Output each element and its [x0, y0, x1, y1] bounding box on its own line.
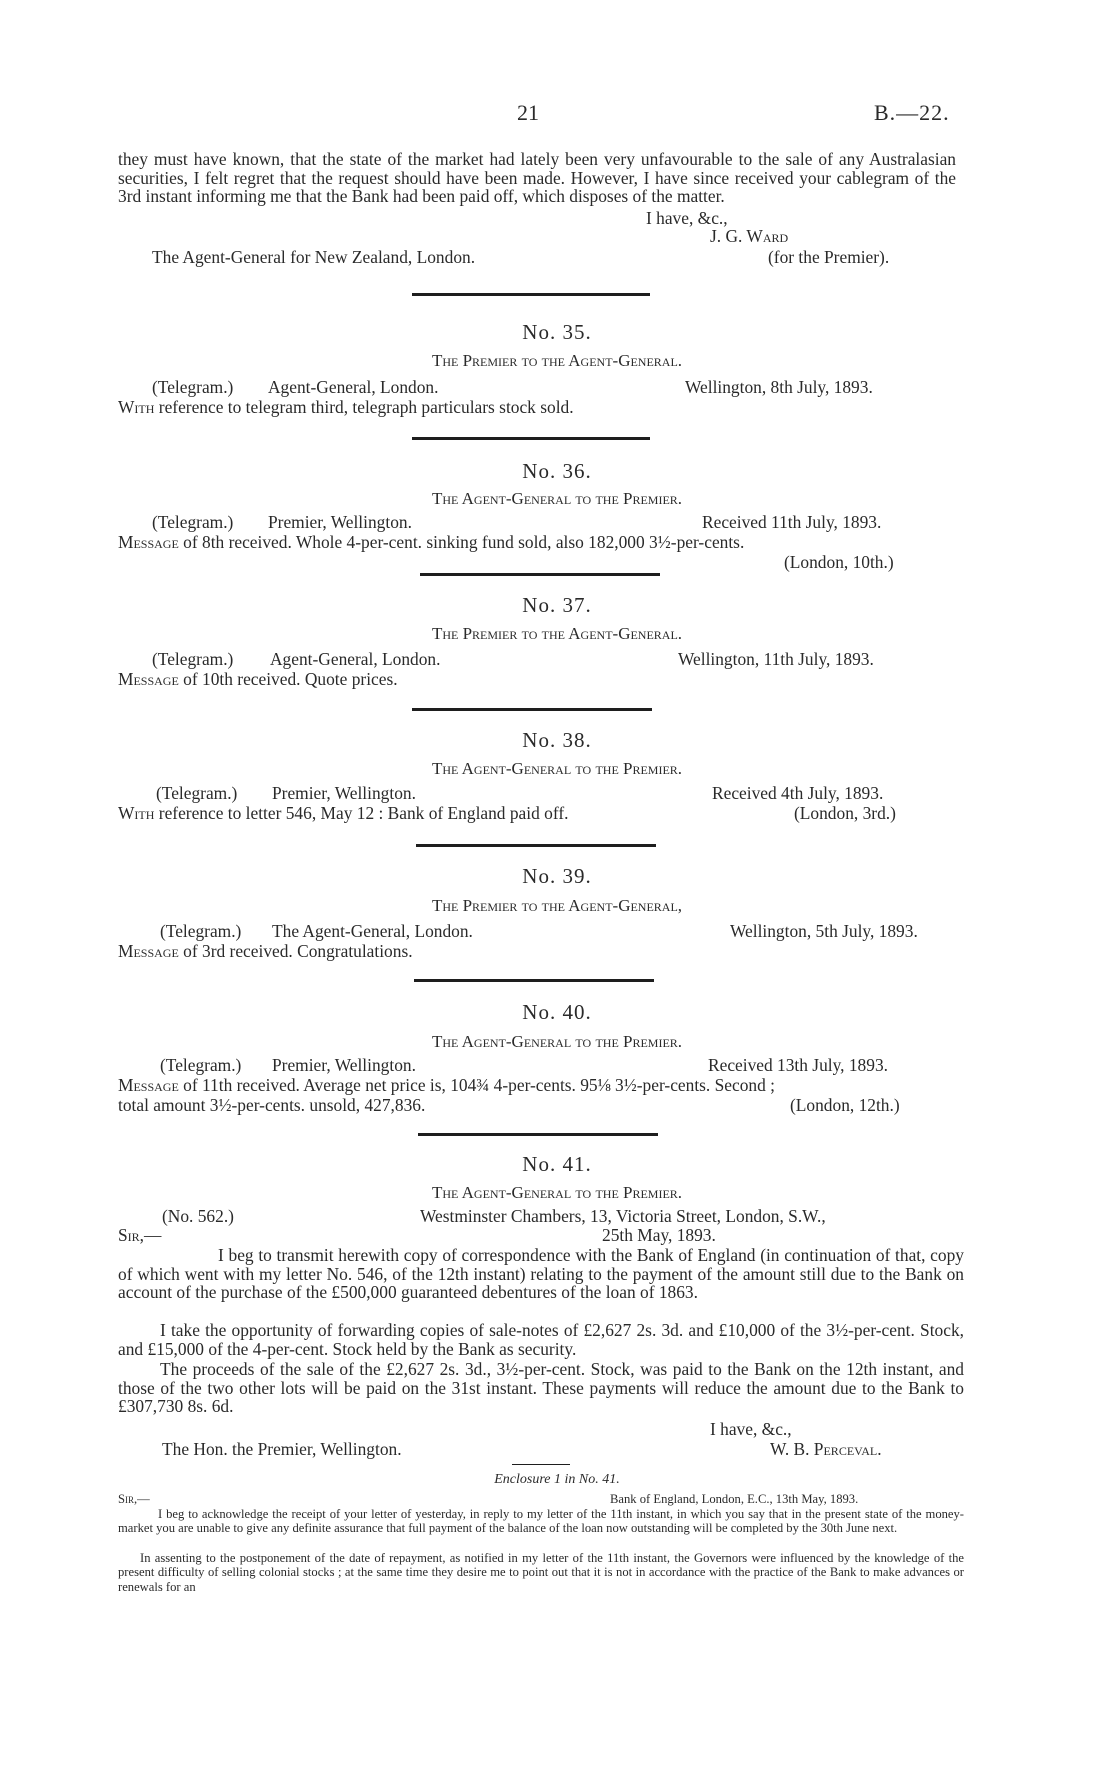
telegram-recipient: The Agent-General, London.: [272, 921, 473, 941]
telegram-origin: (London, 10th.): [784, 552, 894, 572]
item-heading: The Agent-General to the Premier.: [431, 1183, 683, 1202]
letter-reference: (No. 562.): [162, 1206, 234, 1226]
enclosure-salutation: Sir,—: [118, 1492, 150, 1506]
section-rule: [414, 979, 654, 982]
section-rule: [412, 708, 652, 711]
letter-paragraph: The proceeds of the sale of the £2,627 2s. 3d., 3½-per-cent. Stock, was paid to the Bank on the 12th instant, and those of the two other lots will be paid on the 31st instant. These payments will reduce the amount due to the Bank to £307,730 8s. 6d.: [118, 1359, 964, 1417]
telegram-body: [118, 533, 744, 552]
telegram-label: (Telegram.): [156, 783, 238, 803]
telegram-origin: (London, 12th.): [790, 1095, 900, 1115]
item-number: No. 38.: [522, 728, 592, 752]
item-heading: The Premier to the Agent-General.: [431, 351, 683, 370]
item-number: No. 39.: [522, 864, 592, 888]
telegram-recipient: Agent-General, London.: [270, 649, 441, 669]
telegram-body: [118, 942, 413, 961]
section-rule: [420, 573, 660, 576]
telegram-date: Received 11th July, 1893.: [702, 512, 882, 532]
enclosure-address: Bank of England, London, E.C., 13th May, 1893.: [610, 1492, 859, 1506]
item-heading: The Agent-General to the Premier.: [431, 489, 683, 508]
enclosure-paragraph: In assenting to the postponement of the date of repayment, as notified in my letter of the 11th instant, the Governors were influenced by the knowledge of the present difficulty of selling colonial stocks ; at the same time they desire me to point out that it is not in accordance with the practice of the Bank to make advances or renewals for an: [118, 1551, 964, 1594]
item-heading: The Premier to the Agent-General.: [431, 624, 683, 643]
telegram-label: (Telegram.): [152, 377, 234, 397]
telegram-label: (Telegram.): [160, 1055, 242, 1075]
telegram-date: Received 13th July, 1893.: [708, 1055, 888, 1075]
section-rule: [412, 293, 650, 296]
telegram-origin: (London, 3rd.): [794, 803, 896, 823]
intro-signature: J. G. Ward: [710, 226, 789, 246]
letter-address: Westminster Chambers, 13, Victoria Street, London, S.W.,: [420, 1206, 826, 1226]
telegram-recipient: Premier, Wellington.: [272, 1055, 416, 1075]
enclosure-title: Enclosure 1 in No. 41.: [494, 1472, 620, 1487]
body-text: of 10th received. Quote prices.: [183, 669, 398, 689]
letter-addressee: The Hon. the Premier, Wellington.: [162, 1439, 402, 1459]
body-text: of 8th received. Whole 4-per-cent. sinking fund sold, also 182,000 3½-per-cents.: [183, 532, 745, 552]
document-reference: B.—22.: [874, 100, 950, 125]
item-heading: The Agent-General to the Premier.: [431, 759, 683, 778]
telegram-body: [118, 398, 574, 417]
item-number: No. 36.: [522, 459, 592, 483]
item-number: No. 41.: [522, 1152, 592, 1176]
item-number: No. 37.: [522, 593, 592, 617]
intro-signature-note: (for the Premier).: [768, 247, 890, 267]
letter-closing: I have, &c.,: [710, 1419, 792, 1439]
telegram-recipient: Agent-General, London.: [268, 377, 439, 397]
telegram-date: Wellington, 5th July, 1893.: [730, 921, 918, 941]
body-lead: With: [118, 803, 155, 823]
telegram-recipient: Premier, Wellington.: [272, 783, 416, 803]
body-text: reference to telegram third, telegraph particulars stock sold.: [158, 397, 574, 417]
telegram-label: (Telegram.): [152, 512, 234, 532]
body-text: of 11th received. Average net price is, 104¾ 4-per-cents. 95⅛ 3½-per-cents. Second ;: [183, 1075, 775, 1095]
telegram-date: Received 4th July, 1893.: [712, 783, 884, 803]
enclosure-paragraph: I beg to acknowledge the receipt of your letter of yesterday, in reply to my letter of the 11th instant, in which you say that in the present state of the money-market you are unable to give any definite assurance that full payment of the balance of the loan now outstanding will be completed by the 30th June next.: [118, 1507, 964, 1536]
section-rule: [412, 437, 650, 440]
intro-paragraph: they must have known, that the state of the market had lately been very unfavourable to the sale of any Australasian securities, I felt regret that the request should have been made. However, I have since received your cablegram of the 3rd instant informing me that the Bank had been paid off, which disposes of the matter.: [118, 149, 956, 207]
letter-date: 25th May, 1893.: [602, 1225, 716, 1245]
letter-paragraph: I take the opportunity of forwarding copies of sale-notes of £2,627 2s. 3d. and £10,000 of the 3½-per-cent. Stock, and £15,000 of the 4-per-cent. Stock held by the Bank as security.: [118, 1320, 964, 1359]
letter-signature: W. B. Perceval.: [770, 1439, 882, 1459]
telegram-label: (Telegram.): [152, 649, 234, 669]
telegram-body-continued: total amount 3½-per-cents. unsold, 427,836.: [118, 1095, 426, 1115]
section-rule: [416, 844, 656, 847]
intro-closing: I have, &c.,: [646, 208, 728, 228]
telegram-body: [118, 804, 568, 823]
body-lead: Message: [118, 941, 179, 961]
item-heading: The Agent-General to the Premier.: [431, 1032, 683, 1051]
telegram-recipient: Premier, Wellington.: [268, 512, 412, 532]
telegram-date: Wellington, 11th July, 1893.: [678, 649, 874, 669]
section-rule: [418, 1133, 658, 1136]
body-lead: Message: [118, 669, 179, 689]
item-number: No. 35.: [522, 320, 592, 344]
telegram-label: (Telegram.): [160, 921, 242, 941]
body-text: reference to letter 546, May 12 : Bank of England paid off.: [158, 803, 569, 823]
telegram-body: [118, 670, 398, 689]
body-text: of 3rd received. Congratulations.: [183, 941, 413, 961]
page-number: 21: [517, 100, 539, 125]
letter-salutation: Sir,—: [118, 1225, 162, 1245]
enclosure-rule: [512, 1464, 570, 1465]
item-number: No. 40.: [522, 1000, 592, 1024]
telegram-body: [118, 1076, 775, 1095]
item-heading: The Premier to the Agent-General,: [431, 896, 683, 915]
letter-paragraph: I beg to transmit herewith copy of correspondence with the Bank of England (in continuation of that, copy of which went with my letter No. 546, of the 12th instant) relating to the payment of the amount still due to the Bank on account of the purchase of the £500,000 guaranteed debentures of the loan of 1863.: [118, 1245, 964, 1303]
intro-addressee: The Agent-General for New Zealand, London.: [152, 247, 476, 267]
telegram-date: Wellington, 8th July, 1893.: [685, 377, 873, 397]
body-lead: Message: [118, 532, 179, 552]
body-lead: With: [118, 397, 155, 417]
body-lead: Message: [118, 1075, 179, 1095]
